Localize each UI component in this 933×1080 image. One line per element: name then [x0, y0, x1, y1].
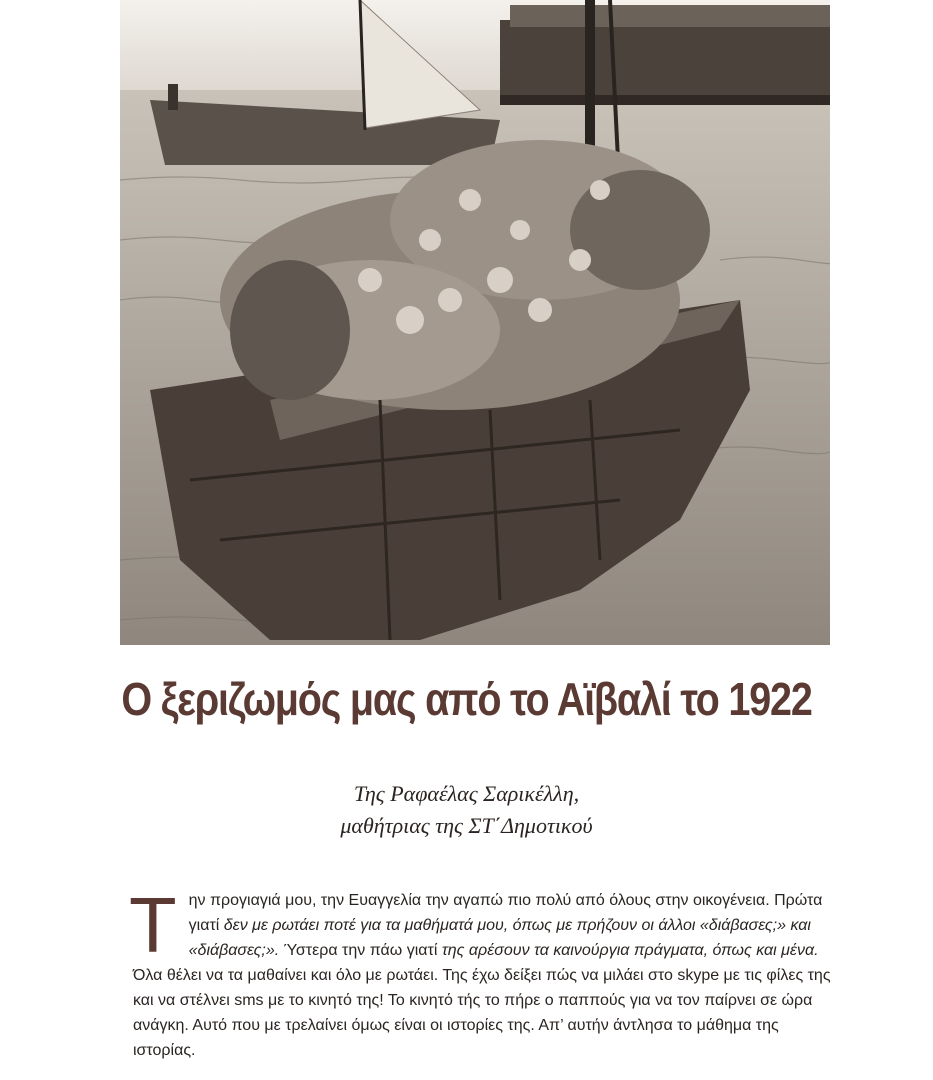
article-text-2: Ύστερα την πάω γιατί [279, 942, 442, 959]
article-text-em-1: δεν με ρωτάει ποτέ για τα μαθήματά μου, όπως με πρήζουν οι άλλοι «διάβασες;» και «διάβασες;». [188, 917, 811, 959]
steamship-shape [500, 5, 830, 105]
article-body [129, 881, 833, 1063]
refugee-boat-illustration [120, 0, 830, 645]
drop-cap: Τ [129, 881, 177, 969]
byline-role: μαθήτριας της ΣΤ΄Δημοτικού [340, 813, 593, 838]
historical-photo [120, 0, 830, 645]
article-text-1: ην προγιαγιά μου, την Ευαγγελία την αγαπώ πιο πολύ από όλους στην οικογένεια. Πρώτα γιατί [188, 892, 823, 934]
article-headline: Ο ξεριζωμός μας από το Αϊβαλί το 1922 [121, 673, 812, 725]
byline-author: Της Ραφαέλας Σαρικέλλη, [353, 781, 580, 806]
byline [0, 778, 933, 842]
article-text-3: Όλα θέλει να τα μαθαίνει και όλο με ρωτάει. Της έχω δείξει πώς να μιλάει στο skype με τις φίλες της και να στέλνει sms με το κινητό της! Το κινητό τής το πήρε ο παππούς για να τον παίρνει σε ώρα ανάγκη. Αυτό που με τρελαίνει όμως είναι οι ιστορίες της. Απ’ αυτήν άντλησα το μάθημα της ιστορίας. [133, 967, 831, 1059]
article-text-em-2: της αρέσουν τα καινούργια πράγματα, όπως και μένα. [441, 942, 819, 959]
